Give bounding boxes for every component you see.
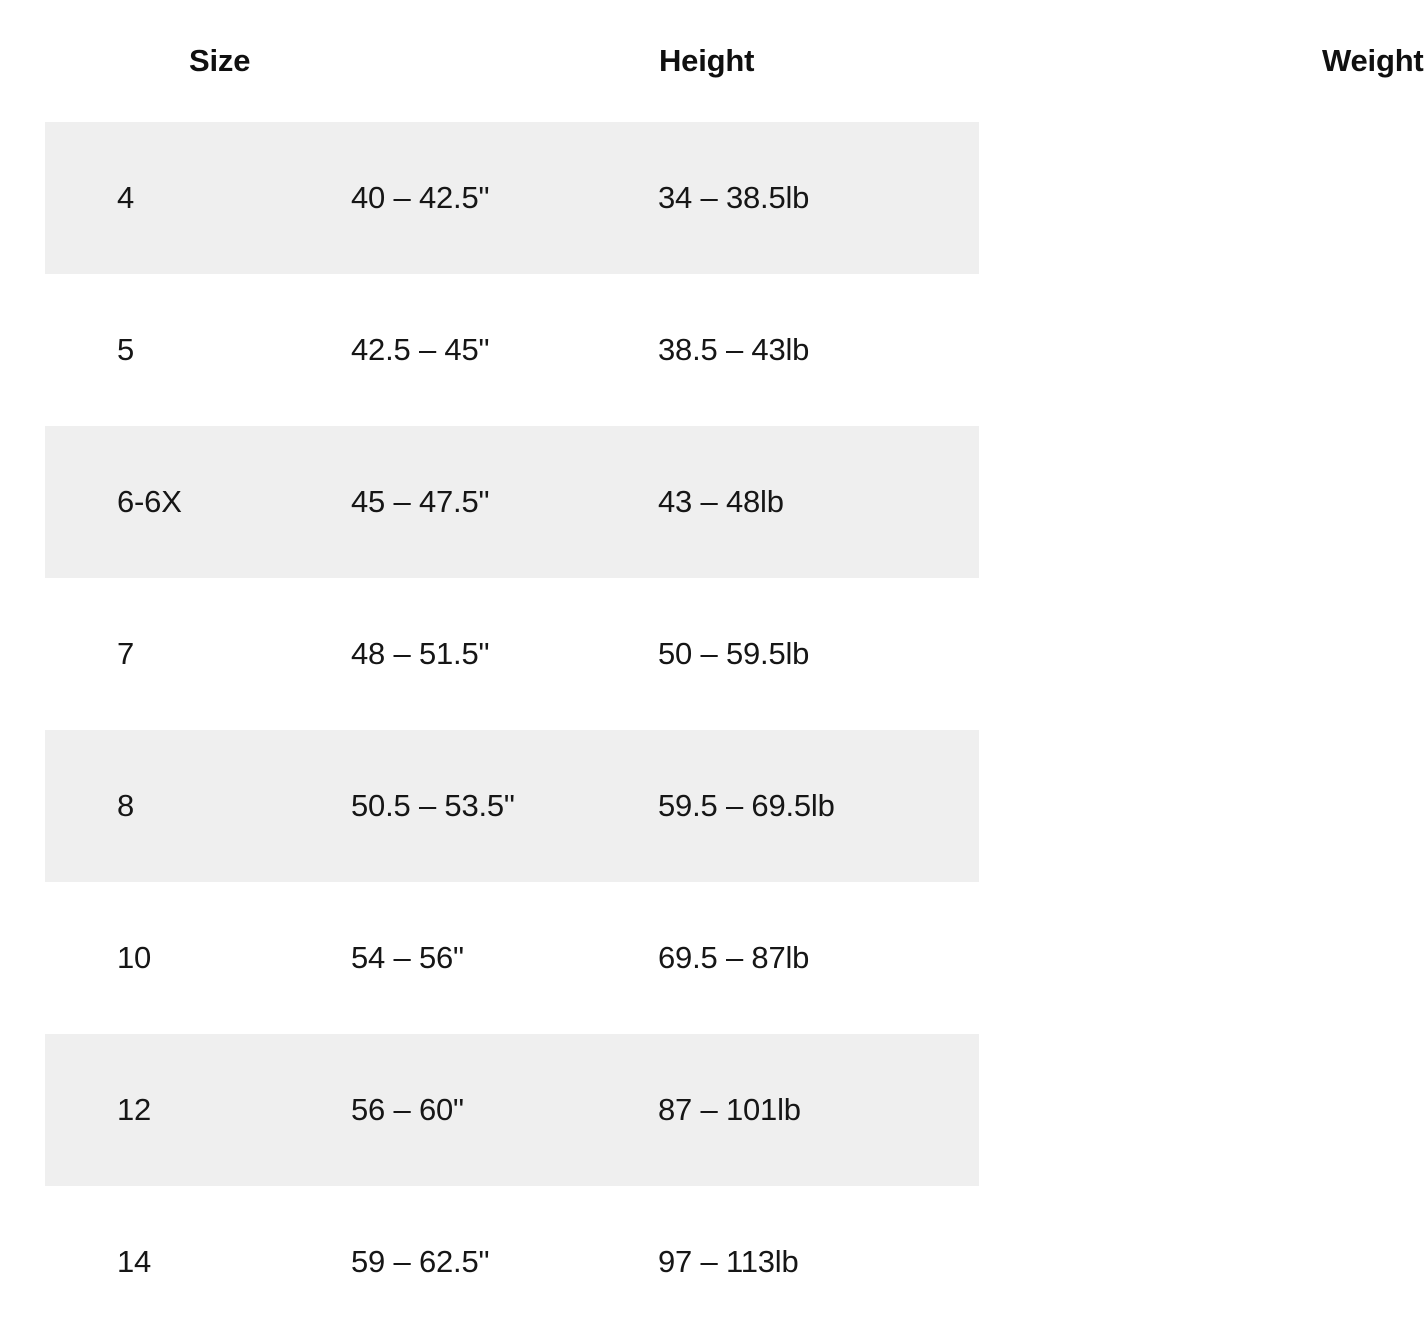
table-header xyxy=(45,0,1424,122)
cell-height: 45 – 47.5" xyxy=(283,426,638,578)
cell-weight: 50 – 59.5lb xyxy=(638,578,979,730)
table-row xyxy=(45,1186,979,1338)
cell-weight: 59.5 – 69.5lb xyxy=(638,730,979,882)
cell-height: 54 – 56" xyxy=(283,882,638,1034)
cell-size: 5 xyxy=(45,274,283,426)
cell-size: 12 xyxy=(45,1034,283,1186)
cell-height: 42.5 – 45" xyxy=(283,274,638,426)
header-row xyxy=(45,0,979,122)
cell-size: 4 xyxy=(45,122,283,274)
cell-size: 6-6X xyxy=(45,426,283,578)
column-header-height-label: Height xyxy=(659,43,755,78)
cell-size: 8 xyxy=(45,730,283,882)
table-row xyxy=(45,1034,979,1186)
table-row xyxy=(45,730,979,882)
table-row xyxy=(45,122,979,274)
cell-size: 10 xyxy=(45,882,283,1034)
column-header-size-label: Size xyxy=(189,43,251,78)
table-row xyxy=(45,426,979,578)
cell-weight: 43 – 48lb xyxy=(638,426,979,578)
cell-size: 14 xyxy=(45,1186,283,1338)
column-header-weight-label: Weight xyxy=(1322,43,1424,78)
table-row xyxy=(45,578,979,730)
table-row xyxy=(45,882,979,1034)
column-header-height xyxy=(283,0,755,122)
cell-weight: 34 – 38.5lb xyxy=(638,122,979,274)
cell-weight: 87 – 101lb xyxy=(638,1034,979,1186)
cell-height: 40 – 42.5" xyxy=(283,122,638,274)
cell-weight: 97 – 113lb xyxy=(638,1186,979,1338)
cell-height: 50.5 – 53.5" xyxy=(283,730,638,882)
cell-height: 56 – 60" xyxy=(283,1034,638,1186)
cell-height: 59 – 62.5" xyxy=(283,1186,638,1338)
table-row xyxy=(45,274,979,426)
cell-height: 48 – 51.5" xyxy=(283,578,638,730)
cell-size: 7 xyxy=(45,578,283,730)
cell-weight: 38.5 – 43lb xyxy=(638,274,979,426)
cell-weight: 69.5 – 87lb xyxy=(638,882,979,1034)
size-chart-table xyxy=(45,0,1424,1338)
column-header-size xyxy=(45,0,283,122)
table-body xyxy=(45,122,979,1338)
